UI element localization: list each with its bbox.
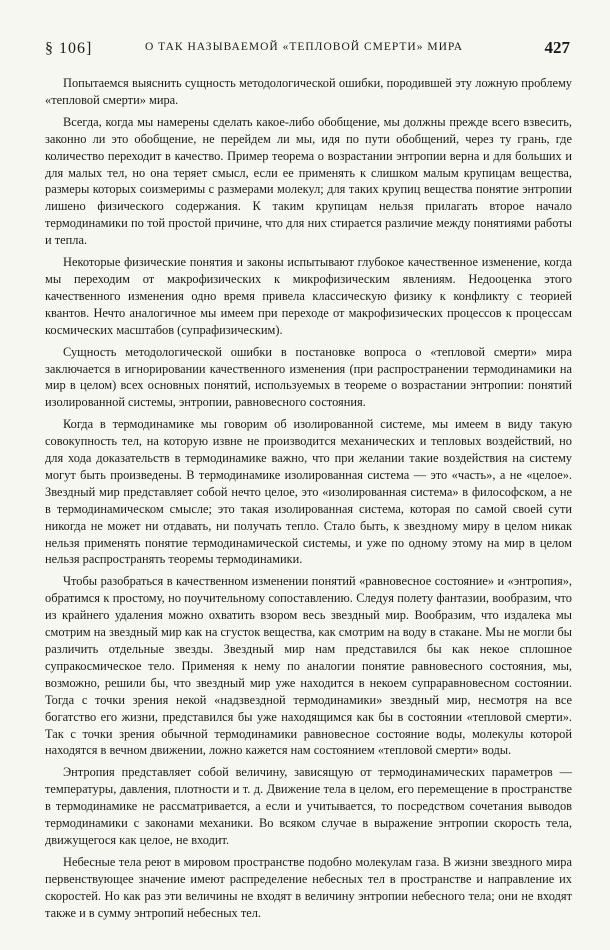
book-page [45,30,572,927]
paragraph: Сущность методологической ошибки в постановке вопроса о «тепловой смерти» мира заключается в игнорировании качественного изменения (при распространении термодинамики на мир в целом) всех основных понятий, используемых в теореме о возрастании энтропии: понятий изолированной системы, энтропии, равновесного состояния. [45,344,572,410]
page-header [45,30,572,58]
paragraph: Энтропия представляет собой величину, зависящую от термодинамических параметров — температуры, давления, плотности и т. д. Движение тела в целом, его перемещение в пространстве в термодинамике не рассматривается, а если и учитывается, то посредством сочетания выводов термодинамики с законами механики. Во всяком случае в выражение энтропии скорость тела, движущегося как целое, не входит. [45,765,572,847]
paragraph: Попытаемся выяснить сущность методологической ошибки, породившей эту ложную проблему «тепловой смерти» мира. [45,76,572,107]
section-number: § 106] [45,40,93,57]
paragraph: Чтобы разобраться в качественном изменении понятий «равновесное состояние» и «энтропия», обратимся к простому, но поучительному сопоставлению. Следуя полету фантазии, вообразим, что из крайнего удаления можно охватить взором весь звездный мир. Вообразим, что издалека мы смотрим на звездный мир как на сгусток вещества, как смотрим на воду в стакане. Мы не могли бы различить отдельные звезды. Звездный мир нам представился бы как некое сплошное супракосмическое тело. Применяя к нему по аналогии понятие равновесного состояния, мы, возможно, решили бы, что звездный мир уже находится в некоем супраравновесном состоянии. Тогда с точки зрения некой «надзвездной термодинамики» звездный мир, несмотря на все богатство его жизни, представился бы уже находящимся как бы в состоянии «тепловой смерти». Так с точки зрения обычной термодинамики равновесное состояние воды, молекулы которой находятся в вечном движении, ложно кажется нам состоянием «тепловой смерти» воды. [45,574,572,758]
paragraph: Всегда, когда мы намерены сделать какое-либо обобщение, мы должны прежде всего взвесить, законно ли это обобщение, не перейдем ли мы, идя по пути обобщений, через ту грань, где количество переходит в качество. Пример теорема о возрастании энтропии верна и для больших и для малых тел, но она теряет смысл, если ее применять к слишком малым крупицам вещества, размеры которых соизмеримы с размерами молекул; для таких крупиц вещества понятие энтропии лишено физического содержания. К таким крупицам нельзя прилагать второе начало термодинамики по той простой причине, что для них стирается различие между понятиями работы и тепла. [45,114,572,248]
page-number: 427 [544,38,570,57]
paragraph: Небесные тела реют в мировом пространстве подобно молекулам газа. В жизни звездного мира первенствующее значение имеют распределение небесных тел в пространстве и направление их скоростей. Но как раз эти величины не входят в величину энтропии небесного тела; они не входят также и в сумму энтропий небесных тел. [45,854,572,920]
running-title: О ТАК НАЗЫВАЕМОЙ «ТЕПЛОВОЙ СМЕРТИ» МИРА [145,41,464,53]
paragraph: Некоторые физические понятия и законы испытывают глубокое качественное изменение, когда мы переходим от макрофизических к микрофизическим явлениям. Недооценка этого качественного изменения одно время привела классическую физику к конфликту с теорией квантов. Нечто аналогичное мы имеем при переходе от макрофизических процессов к процессам космических масштабов (супрафизическим). [45,255,572,337]
page-body [45,75,572,922]
paragraph: Когда в термодинамике мы говорим об изолированной системе, мы имеем в виду такую совокупность тел, на которую извне не производится механических и тепловых воздействий, но для хода доказательств в термодинамике важно, что при желании такие воздействия на систему могут быть произведены. В термодинамике изолированная система — это «часть», а не «целое». Звездный мир представляет собой нечто целое, это «изолированная система» в философском, а не в термодинамическом смысле; это такая изолированная система, которая по самой своей сути никогда не может ни отдавать, ни получать тепло. Стало быть, к звездному миру в целом никак нельзя применять понятие термодинамической системы, и уже по одному этому на мир в целом нельзя распространять теоремы термодинамики. [45,417,572,567]
